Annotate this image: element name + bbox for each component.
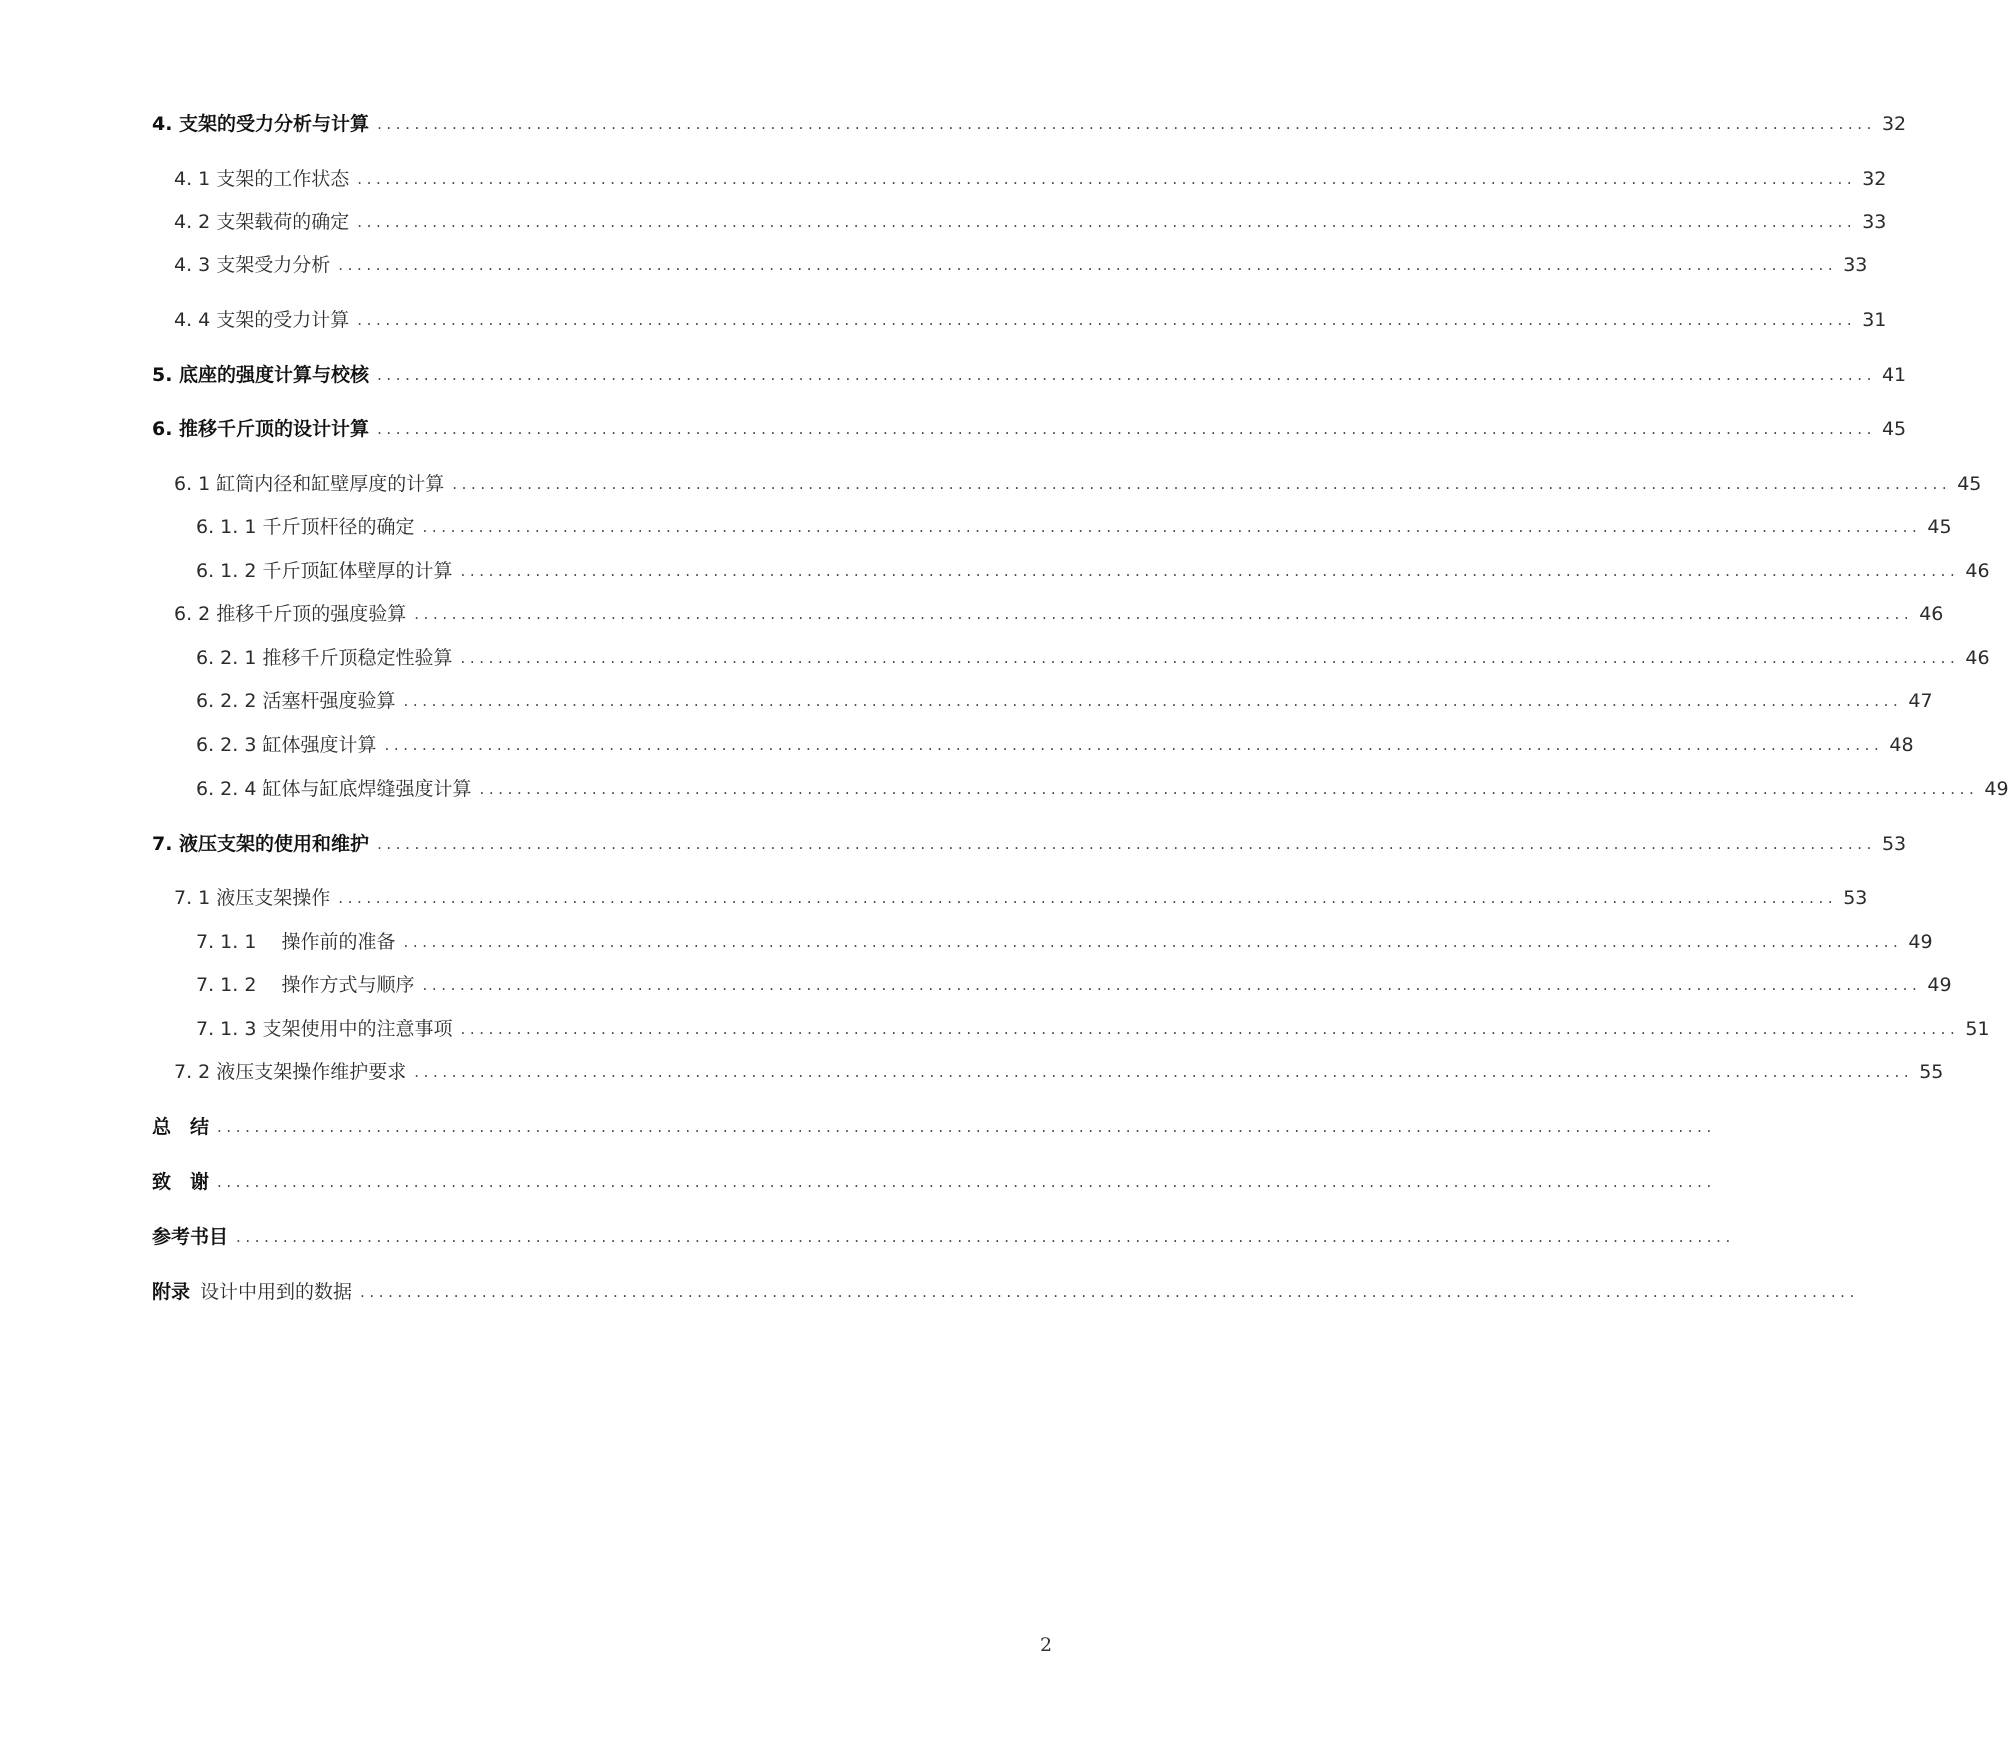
toc-entry[interactable] — [152, 1114, 1716, 1140]
toc-entry-title: 4. 1 支架的工作状态 — [174, 168, 350, 190]
toc-entry-title: 7. 1. 1 操作前的准备 — [196, 931, 396, 953]
toc-entry-page: 33 — [1862, 211, 1887, 233]
toc-leader-dots: ................................................................................................................................................................ — [460, 649, 1960, 667]
toc-entry-page: 47 — [1908, 690, 1933, 712]
toc-entry-page: 48 — [1889, 734, 1914, 756]
toc-entry[interactable] — [196, 776, 2009, 802]
toc-entry-title: 6. 2. 4 缸体与缸底焊缝强度计算 — [196, 778, 472, 800]
toc-entry[interactable] — [152, 831, 1907, 857]
toc-entry-title: 6. 2. 2 活塞杆强度验算 — [196, 690, 396, 712]
toc-entry-page: 32 — [1862, 168, 1887, 190]
toc-entry[interactable] — [152, 111, 1907, 137]
toc-entry-page: 49 — [1984, 778, 2009, 800]
toc-entry-page: 45 — [1881, 418, 1907, 440]
toc-leader-dots: ................................................................................................................................................................ — [403, 692, 1903, 710]
toc-leader-dots: ................................................................................................................................................................ — [460, 1020, 1960, 1038]
toc-leader-dots: ................................................................................................................................................................ — [452, 475, 1952, 493]
toc-entry-title: 6. 1. 1 千斤顶杆径的确定 — [196, 516, 415, 538]
toc-entry-title: 7. 2 液压支架操作维护要求 — [174, 1061, 407, 1083]
toc-entry[interactable] — [196, 688, 1933, 714]
toc-entry[interactable] — [174, 885, 1868, 911]
toc-leader-dots: ................................................................................................................................................................ — [377, 420, 1876, 438]
toc-entry[interactable] — [196, 514, 1952, 540]
toc-entry-page: 46 — [1965, 560, 1990, 582]
toc-entry-title: 6. 1 缸筒内径和缸壁厚度的计算 — [174, 473, 445, 495]
toc-entry-title: 6. 2. 3 缸体强度计算 — [196, 734, 377, 756]
toc-entry-page: 46 — [1965, 647, 1990, 669]
toc-leader-dots: ................................................................................................................................................................ — [422, 518, 1922, 536]
toc-entry-title: 7. 1. 3 支架使用中的注意事项 — [196, 1018, 453, 1040]
toc-entry[interactable] — [174, 166, 1887, 192]
toc-leader-dots: ................................................................................................................................................................ — [357, 213, 1857, 231]
toc-leader-dots: ................................................................................................................................................................ — [377, 835, 1876, 853]
toc-leader-dots: ................................................................................................................................................................ — [236, 1228, 1735, 1246]
toc-entry[interactable] — [174, 471, 1982, 497]
toc-entry[interactable] — [152, 1169, 1716, 1195]
toc-entry-page: 49 — [1927, 974, 1952, 996]
toc-entry-page: 51 — [1965, 1018, 1990, 1040]
toc-entry[interactable] — [174, 601, 1944, 627]
toc-entry-prefix: 附录 — [152, 1281, 191, 1303]
toc-leader-dots: ................................................................................................................................................................ — [377, 115, 1876, 133]
toc-leader-dots: ................................................................................................................................................................ — [338, 889, 1838, 907]
toc-entry[interactable] — [196, 972, 1952, 998]
table-of-contents — [152, 0, 2009, 1755]
toc-entry-title: 7. 液压支架的使用和维护 — [152, 833, 370, 855]
toc-leader-dots: ................................................................................................................................................................ — [357, 311, 1857, 329]
toc-entry[interactable] — [152, 1279, 1859, 1305]
page-number: 2 — [1040, 1634, 1053, 1656]
toc-leader-dots: ................................................................................................................................................................ — [338, 256, 1838, 274]
toc-entry[interactable] — [174, 252, 1868, 278]
toc-entry[interactable] — [174, 1059, 1944, 1085]
toc-entry-page: 45 — [1957, 473, 1982, 495]
toc-entry[interactable] — [152, 1224, 1735, 1250]
toc-leader-dots: ................................................................................................................................................................ — [377, 366, 1876, 384]
toc-entry-page: 33 — [1843, 254, 1868, 276]
toc-entry[interactable] — [174, 209, 1887, 235]
toc-leader-dots: ................................................................................................................................................................ — [422, 976, 1922, 994]
toc-leader-dots: ................................................................................................................................................................ — [479, 780, 1979, 798]
toc-entry-title: 6. 2. 1 推移千斤顶稳定性验算 — [196, 647, 453, 669]
toc-entry-title: 4. 4 支架的受力计算 — [174, 309, 350, 331]
toc-entry-page: 49 — [1908, 931, 1933, 953]
toc-entry-page: 55 — [1919, 1061, 1944, 1083]
toc-entry-title: 总 结 — [152, 1116, 210, 1138]
toc-entry-title: 参考书目 — [152, 1226, 229, 1248]
toc-leader-dots: ................................................................................................................................................................ — [403, 933, 1903, 951]
toc-leader-dots: ................................................................................................................................................................ — [460, 562, 1960, 580]
toc-entry-page: 53 — [1881, 833, 1907, 855]
toc-entry-page: 32 — [1881, 113, 1907, 135]
toc-entry[interactable] — [196, 732, 1914, 758]
toc-entry-page: 45 — [1927, 516, 1952, 538]
toc-entry[interactable] — [196, 1016, 1990, 1042]
toc-entry[interactable] — [174, 307, 1887, 333]
toc-entry-title: 7. 1 液压支架操作 — [174, 887, 331, 909]
toc-entry-title: 6. 1. 2 千斤顶缸体壁厚的计算 — [196, 560, 453, 582]
toc-entry[interactable] — [196, 929, 1933, 955]
toc-leader-dots: ................................................................................................................................................................ — [414, 605, 1914, 623]
toc-leader-dots: ................................................................................................................................................................ — [384, 736, 1884, 754]
toc-entry-page: 31 — [1862, 309, 1887, 331]
toc-entry-title: 4. 3 支架受力分析 — [174, 254, 331, 276]
toc-leader-dots: ................................................................................................................................................................ — [360, 1283, 1859, 1301]
toc-leader-dots: ................................................................................................................................................................ — [217, 1173, 1716, 1191]
toc-entry-title: 4. 支架的受力分析与计算 — [152, 113, 370, 135]
toc-entry-title: 7. 1. 2 操作方式与顺序 — [196, 974, 415, 996]
toc-entry[interactable] — [196, 645, 1990, 671]
toc-entry[interactable] — [196, 558, 1990, 584]
toc-entry-title: 6. 推移千斤顶的设计计算 — [152, 418, 370, 440]
toc-leader-dots: ................................................................................................................................................................ — [414, 1063, 1914, 1081]
toc-leader-dots: ................................................................................................................................................................ — [357, 170, 1857, 188]
toc-leader-dots: ................................................................................................................................................................ — [217, 1118, 1716, 1136]
toc-entry-title: 4. 2 支架载荷的确定 — [174, 211, 350, 233]
toc-entry[interactable] — [152, 362, 1907, 388]
toc-entry-title: 6. 2 推移千斤顶的强度验算 — [174, 603, 407, 625]
toc-entry-title: 致 谢 — [152, 1171, 210, 1193]
toc-entry-page: 46 — [1919, 603, 1944, 625]
toc-entry-page: 53 — [1843, 887, 1868, 909]
toc-entry-page: 41 — [1881, 364, 1907, 386]
toc-entry-title: 设计中用到的数据 — [200, 1281, 353, 1303]
toc-entry[interactable] — [152, 416, 1907, 442]
toc-entry-title: 5. 底座的强度计算与校核 — [152, 364, 370, 386]
